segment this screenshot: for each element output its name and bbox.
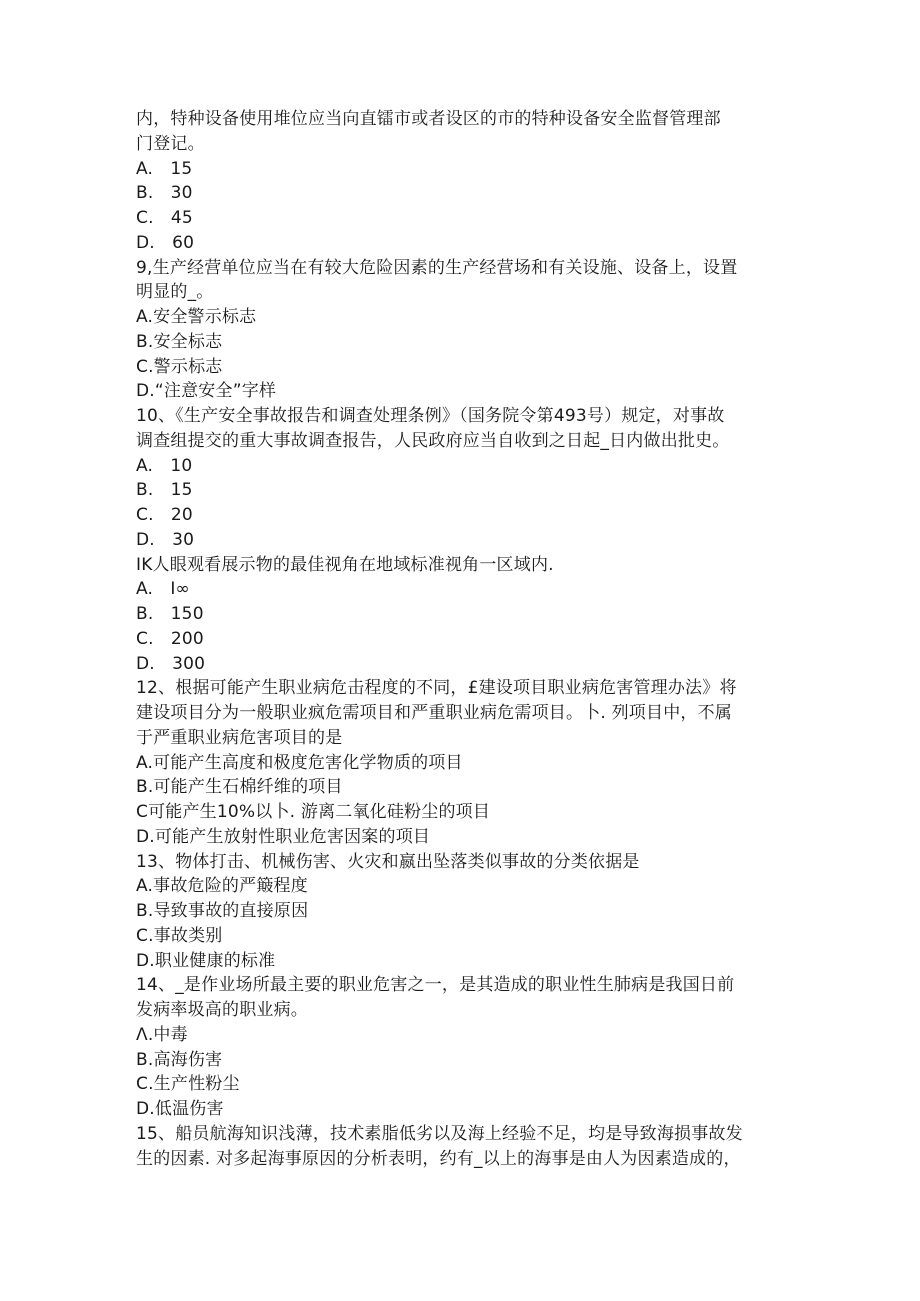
answer-option: A. 10 xyxy=(136,455,193,476)
answer-option: B. 15 xyxy=(136,480,193,501)
answer-option: C. 45 xyxy=(136,208,193,228)
question-text: 13、物体打击、机械伤害、火灾和嬴出坠落类似事故的分类依据是 xyxy=(136,851,640,872)
question-text: 14、_是作业场所最主要的职业危害之一，是其造成的职业性生肺病是我国日前 xyxy=(136,975,735,996)
answer-option: A.安全警示标志 xyxy=(136,307,257,327)
body-text: 于严重职业病危害项目的是 xyxy=(136,727,343,748)
answer-option: D. 30 xyxy=(136,529,195,550)
answer-option: C. 20 xyxy=(136,505,193,525)
answer-option: D.低温伤害 xyxy=(136,1099,224,1119)
answer-option: D.“注意安全”字样 xyxy=(136,381,277,402)
answer-option: A. I∞ xyxy=(136,579,190,600)
question-text: 10、《生产安全事故报告和调查处理条例》（国务院令第493号）规定，对事故 xyxy=(136,406,725,426)
answer-option: C.事故类别 xyxy=(136,925,223,946)
answer-option: Λ.中毒 xyxy=(136,1024,188,1045)
body-text: 明显的_。 xyxy=(136,282,214,303)
answer-option: B. 30 xyxy=(136,183,193,204)
answer-option: A.事故危险的严簸程度 xyxy=(136,876,308,897)
question-text: 15、船员航海知识浅薄，技术素脂低劣以及海上经验不足，均是导致海损事故发 xyxy=(136,1123,743,1144)
answer-option: D.可能产生放射性职业危害因案的项目 xyxy=(136,826,431,847)
answer-option: D. 60 xyxy=(136,232,195,253)
body-text: 建设项目分为一般职业疯危需项目和严重职业病危需项目。卜. 列项目中，不属 xyxy=(136,703,733,723)
answer-option: B.导致事故的直接原因 xyxy=(136,901,309,921)
answer-option: B. 150 xyxy=(136,604,204,624)
answer-option: D.职业健康的标准 xyxy=(136,950,276,971)
answer-option: B.高海伤害 xyxy=(136,1049,223,1070)
answer-option: B.安全标志 xyxy=(136,331,223,352)
answer-option: C可能产生10%以卜. 游离二氧化硅粉尘的项目 xyxy=(136,802,491,822)
answer-option: D. 300 xyxy=(136,653,206,674)
answer-option: C.生产性粉尘 xyxy=(136,1074,240,1095)
answer-option: C.警示标志 xyxy=(136,356,223,377)
answer-option: C. 200 xyxy=(136,628,204,649)
body-text: 内，特种设备使用堆位应当向直镭市或者设区的市的特种设备安全监督管理部 xyxy=(136,109,721,129)
body-text: 生的因素. 对多起海事原因的分析表明，约有_以上的海事是由人为因素造成的， xyxy=(136,1148,741,1169)
question-text: 9,生产经营单位应当在有较大危险因素的生产经营场和有关设施、设备上，设置 xyxy=(136,257,738,278)
question-text: 12、根据可能产生职业病危击程度的不同，£建设项目职业病危害管理办法》将 xyxy=(136,678,737,699)
question-text: IK人眼观看展示物的最佳视角在地域标准视角一区域内. xyxy=(136,554,554,575)
body-text: 门登记。 xyxy=(136,133,205,154)
answer-option: A.可能产生高度和极度危害化学物质的项目 xyxy=(136,752,463,773)
body-text: 发病率圾高的职业病。 xyxy=(136,1000,308,1020)
body-text: 调查组提交的重大事故调查报告，人民政府应当自收到之日起_日内做出批史。 xyxy=(136,430,730,451)
answer-option: A. 15 xyxy=(136,158,193,179)
answer-option: B.可能产生石棉纤维的项目 xyxy=(136,777,343,798)
